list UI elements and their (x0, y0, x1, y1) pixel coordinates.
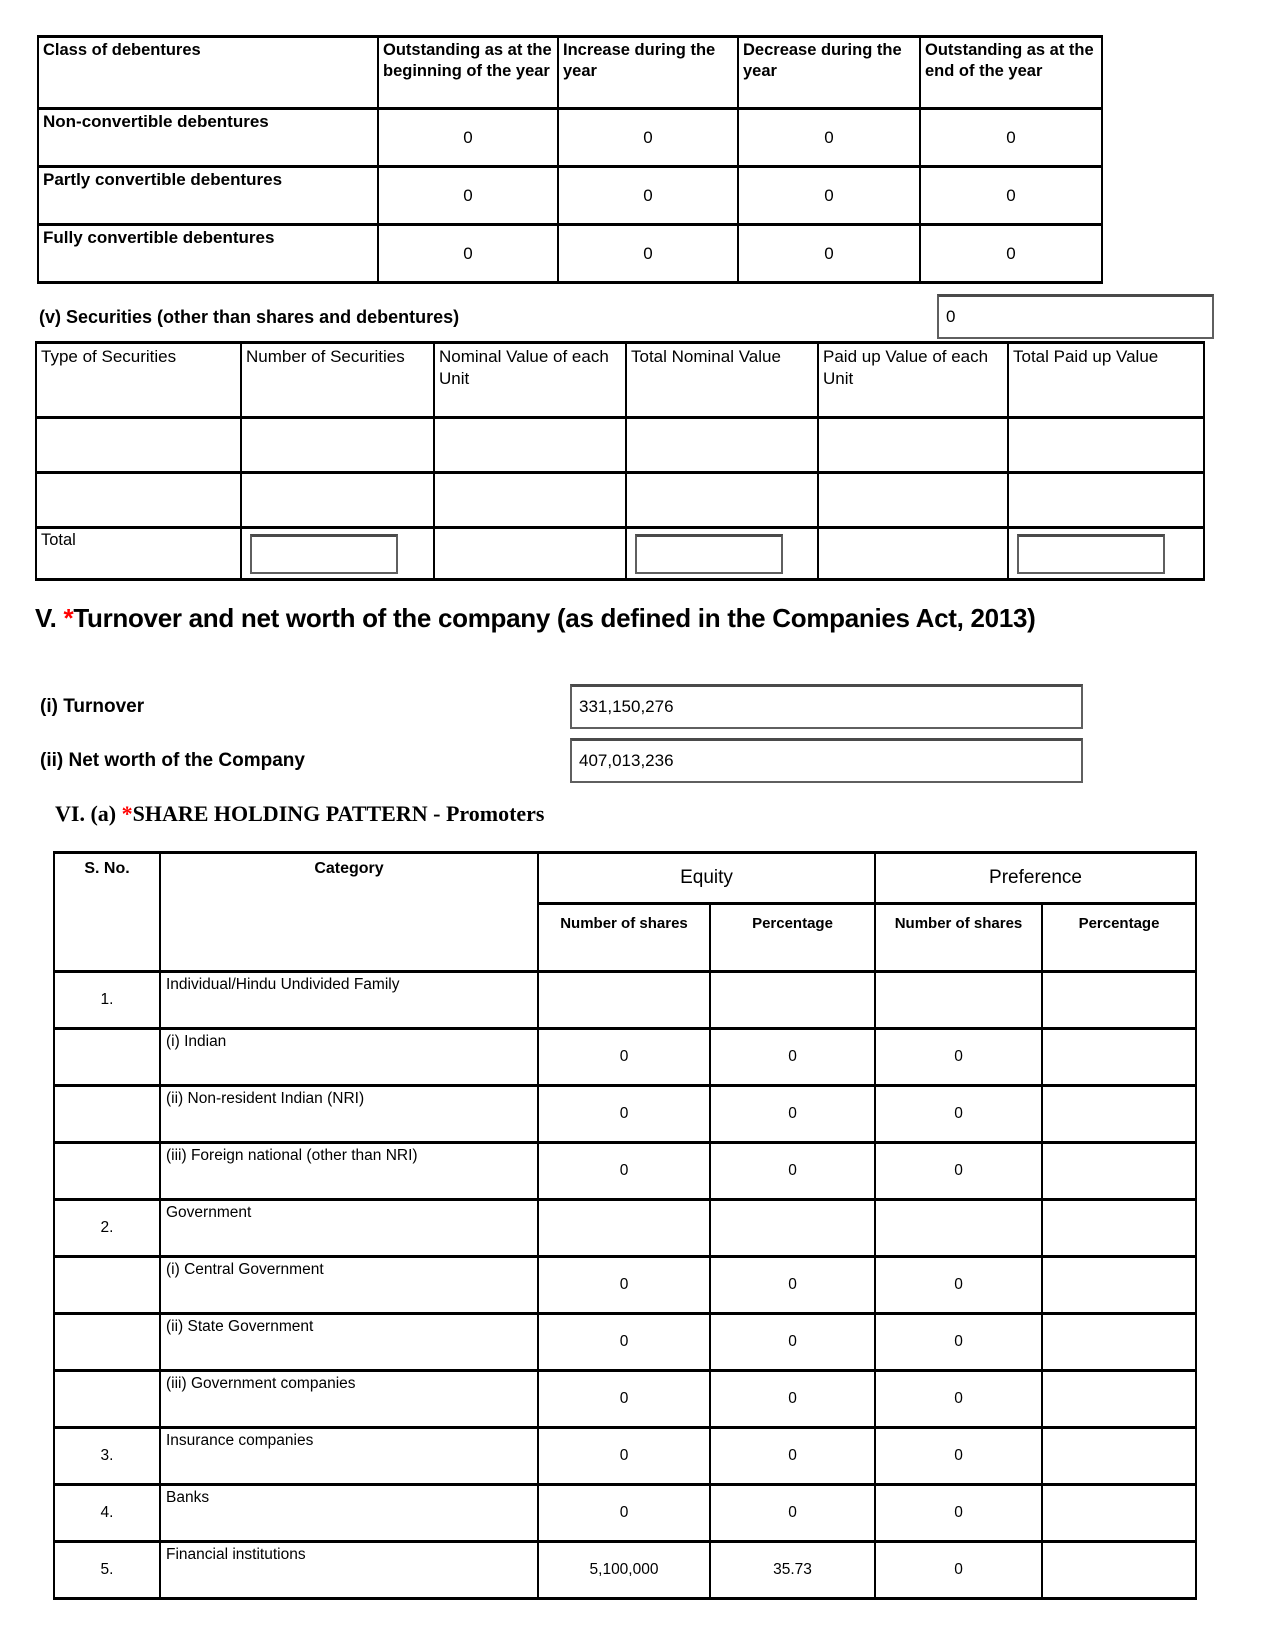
equity-shares-cell: 0 (538, 1086, 710, 1143)
securities-other-section (35, 294, 1215, 340)
debenture-value: 0 (558, 225, 738, 283)
preference-percentage-cell (1042, 1542, 1196, 1599)
section-v-title: Turnover and net worth of the company (as defined in the Companies Act, 2013) (73, 603, 1036, 633)
sno-cell: 1. (54, 972, 160, 1029)
header-category: Category (160, 853, 538, 972)
empty-cell (434, 473, 626, 528)
equity-percentage-cell: 0 (710, 1371, 875, 1428)
debenture-class-label: Fully convertible debentures (38, 225, 378, 283)
header-sno: S. No. (54, 853, 160, 972)
preference-shares-cell: 0 (875, 1314, 1042, 1371)
total-paidup-value-input[interactable] (1017, 534, 1165, 574)
securities-other-label: (v) Securities (other than shares and debentures) (39, 306, 460, 327)
empty-cell (434, 528, 626, 580)
total-nominal-value-input[interactable] (635, 534, 783, 574)
equity-percentage-cell (710, 1200, 875, 1257)
debenture-value: 0 (738, 109, 920, 167)
securities-header-paidup-unit: Paid up Value of each Unit (818, 343, 1008, 418)
debenture-row (38, 167, 1102, 225)
preference-percentage-cell (1042, 1200, 1196, 1257)
preference-percentage-cell (1042, 1371, 1196, 1428)
empty-cell (36, 473, 241, 528)
header-equity-shares: Number of shares (538, 904, 710, 972)
debenture-value: 0 (558, 167, 738, 225)
empty-cell (626, 473, 818, 528)
debenture-value: 0 (378, 225, 558, 283)
share-row (54, 1200, 1196, 1257)
empty-cell (818, 418, 1008, 473)
equity-shares-cell: 5,100,000 (538, 1542, 710, 1599)
sno-cell (54, 1143, 160, 1200)
category-cell: Individual/Hindu Undivided Family (160, 972, 538, 1029)
required-asterisk: * (63, 603, 74, 633)
debenture-row (38, 109, 1102, 167)
equity-percentage-cell: 0 (710, 1143, 875, 1200)
section-vi-heading (55, 801, 1275, 827)
preference-shares-cell: 0 (875, 1542, 1042, 1599)
debenture-value: 0 (920, 167, 1102, 225)
header-preference-shares: Number of shares (875, 904, 1042, 972)
equity-percentage-cell: 0 (710, 1086, 875, 1143)
category-cell: (iii) Foreign national (other than NRI) (160, 1143, 538, 1200)
category-cell: Insurance companies (160, 1428, 538, 1485)
share-row (54, 1257, 1196, 1314)
sno-cell (54, 1029, 160, 1086)
equity-percentage-cell (710, 972, 875, 1029)
debenture-value: 0 (738, 225, 920, 283)
preference-percentage-cell (1042, 1314, 1196, 1371)
header-equity-percentage: Percentage (710, 904, 875, 972)
empty-cell (36, 418, 241, 473)
empty-cell (1008, 418, 1204, 473)
securities-empty-row (36, 473, 1204, 528)
sno-cell (54, 1371, 160, 1428)
category-cell: Government (160, 1200, 538, 1257)
header-equity: Equity (538, 853, 875, 904)
empty-cell (241, 473, 434, 528)
preference-percentage-cell (1042, 1485, 1196, 1542)
share-row (54, 1485, 1196, 1542)
share-row (54, 1542, 1196, 1599)
debenture-class-label: Non-convertible debentures (38, 109, 378, 167)
category-cell: (ii) Non-resident Indian (NRI) (160, 1086, 538, 1143)
securities-header-nominal-unit: Nominal Value of each Unit (434, 343, 626, 418)
preference-shares-cell: 0 (875, 1257, 1042, 1314)
equity-percentage-cell: 0 (710, 1485, 875, 1542)
securities-empty-row (36, 418, 1204, 473)
section-vi-numeral: VI. (a) (55, 801, 122, 826)
debenture-value: 0 (558, 109, 738, 167)
preference-shares-cell: 0 (875, 1029, 1042, 1086)
share-row (54, 1428, 1196, 1485)
equity-shares-cell: 0 (538, 1029, 710, 1086)
sno-cell (54, 1257, 160, 1314)
net-worth-input[interactable]: 407,013,236 (570, 738, 1083, 783)
debentures-header-decrease: Decrease during the year (738, 37, 920, 109)
debentures-header-row (38, 37, 1102, 109)
empty-cell (818, 473, 1008, 528)
equity-shares-cell: 0 (538, 1257, 710, 1314)
securities-count-input[interactable]: 0 (937, 294, 1214, 339)
share-row (54, 1029, 1196, 1086)
preference-percentage-cell (1042, 1086, 1196, 1143)
net-worth-label: (ii) Net worth of the Company (40, 749, 305, 771)
net-worth-row (40, 738, 1275, 783)
turnover-label: (i) Turnover (40, 695, 145, 717)
empty-cell (241, 418, 434, 473)
debenture-value: 0 (378, 109, 558, 167)
preference-percentage-cell (1042, 1143, 1196, 1200)
header-preference: Preference (875, 853, 1196, 904)
equity-percentage-cell: 0 (710, 1029, 875, 1086)
preference-shares-cell: 0 (875, 1371, 1042, 1428)
turnover-input[interactable]: 331,150,276 (570, 684, 1083, 729)
debenture-value: 0 (920, 109, 1102, 167)
category-cell: Financial institutions (160, 1542, 538, 1599)
equity-shares-cell: 0 (538, 1314, 710, 1371)
equity-percentage-cell: 0 (710, 1428, 875, 1485)
equity-percentage-cell: 0 (710, 1314, 875, 1371)
category-cell: (i) Central Government (160, 1257, 538, 1314)
equity-shares-cell: 0 (538, 1428, 710, 1485)
share-row (54, 1086, 1196, 1143)
empty-cell (1008, 473, 1204, 528)
debentures-table (37, 35, 1103, 284)
debenture-value: 0 (920, 225, 1102, 283)
empty-cell (818, 528, 1008, 580)
section-v-heading (35, 603, 1275, 634)
debenture-value: 0 (378, 167, 558, 225)
sno-cell: 3. (54, 1428, 160, 1485)
preference-shares-cell: 0 (875, 1485, 1042, 1542)
turnover-row (40, 684, 1275, 729)
securities-total-row (36, 528, 1204, 580)
share-row (54, 1371, 1196, 1428)
total-number-input[interactable] (250, 534, 398, 574)
preference-shares-cell (875, 972, 1042, 1029)
equity-shares-cell: 0 (538, 1143, 710, 1200)
category-cell: (ii) State Government (160, 1314, 538, 1371)
debenture-row (38, 225, 1102, 283)
debentures-header-outstanding-begin: Outstanding as at the beginning of the year (378, 37, 558, 109)
preference-shares-cell: 0 (875, 1428, 1042, 1485)
preference-percentage-cell (1042, 1029, 1196, 1086)
securities-header-type: Type of Securities (36, 343, 241, 418)
sno-cell (54, 1086, 160, 1143)
required-asterisk: * (121, 801, 133, 826)
category-cell: (iii) Government companies (160, 1371, 538, 1428)
securities-total-label: Total (36, 528, 241, 580)
total-nominal-cell (626, 528, 818, 580)
preference-percentage-cell (1042, 1428, 1196, 1485)
sno-cell: 2. (54, 1200, 160, 1257)
category-cell: (i) Indian (160, 1029, 538, 1086)
sno-cell: 4. (54, 1485, 160, 1542)
header-preference-percentage: Percentage (1042, 904, 1196, 972)
debenture-value: 0 (738, 167, 920, 225)
preference-shares-cell: 0 (875, 1143, 1042, 1200)
securities-header-total-paidup: Total Paid up Value (1008, 343, 1204, 418)
sno-cell (54, 1314, 160, 1371)
securities-header-total-nominal: Total Nominal Value (626, 343, 818, 418)
section-v-numeral: V. (35, 603, 64, 633)
preference-percentage-cell (1042, 972, 1196, 1029)
equity-shares-cell (538, 972, 710, 1029)
equity-percentage-cell: 0 (710, 1257, 875, 1314)
debentures-header-increase: Increase during the year (558, 37, 738, 109)
preference-percentage-cell (1042, 1257, 1196, 1314)
shareholding-header-row-1 (54, 853, 1196, 904)
empty-cell (434, 418, 626, 473)
total-paidup-cell (1008, 528, 1204, 580)
section-vi-title: SHARE HOLDING PATTERN - Promoters (132, 801, 545, 826)
equity-shares-cell (538, 1200, 710, 1257)
preference-shares-cell: 0 (875, 1086, 1042, 1143)
securities-header-row (36, 343, 1204, 418)
preference-shares-cell (875, 1200, 1042, 1257)
category-cell: Banks (160, 1485, 538, 1542)
securities-table (35, 341, 1205, 581)
equity-shares-cell: 0 (538, 1485, 710, 1542)
shareholding-table (53, 851, 1197, 1600)
share-row (54, 1314, 1196, 1371)
share-row (54, 1143, 1196, 1200)
total-number-cell (241, 528, 434, 580)
sno-cell: 5. (54, 1542, 160, 1599)
debentures-header-class: Class of debentures (38, 37, 378, 109)
securities-header-number: Number of Securities (241, 343, 434, 418)
share-row (54, 972, 1196, 1029)
equity-percentage-cell: 35.73 (710, 1542, 875, 1599)
debenture-class-label: Partly convertible debentures (38, 167, 378, 225)
debentures-header-outstanding-end: Outstanding as at the end of the year (920, 37, 1102, 109)
empty-cell (626, 418, 818, 473)
equity-shares-cell: 0 (538, 1371, 710, 1428)
